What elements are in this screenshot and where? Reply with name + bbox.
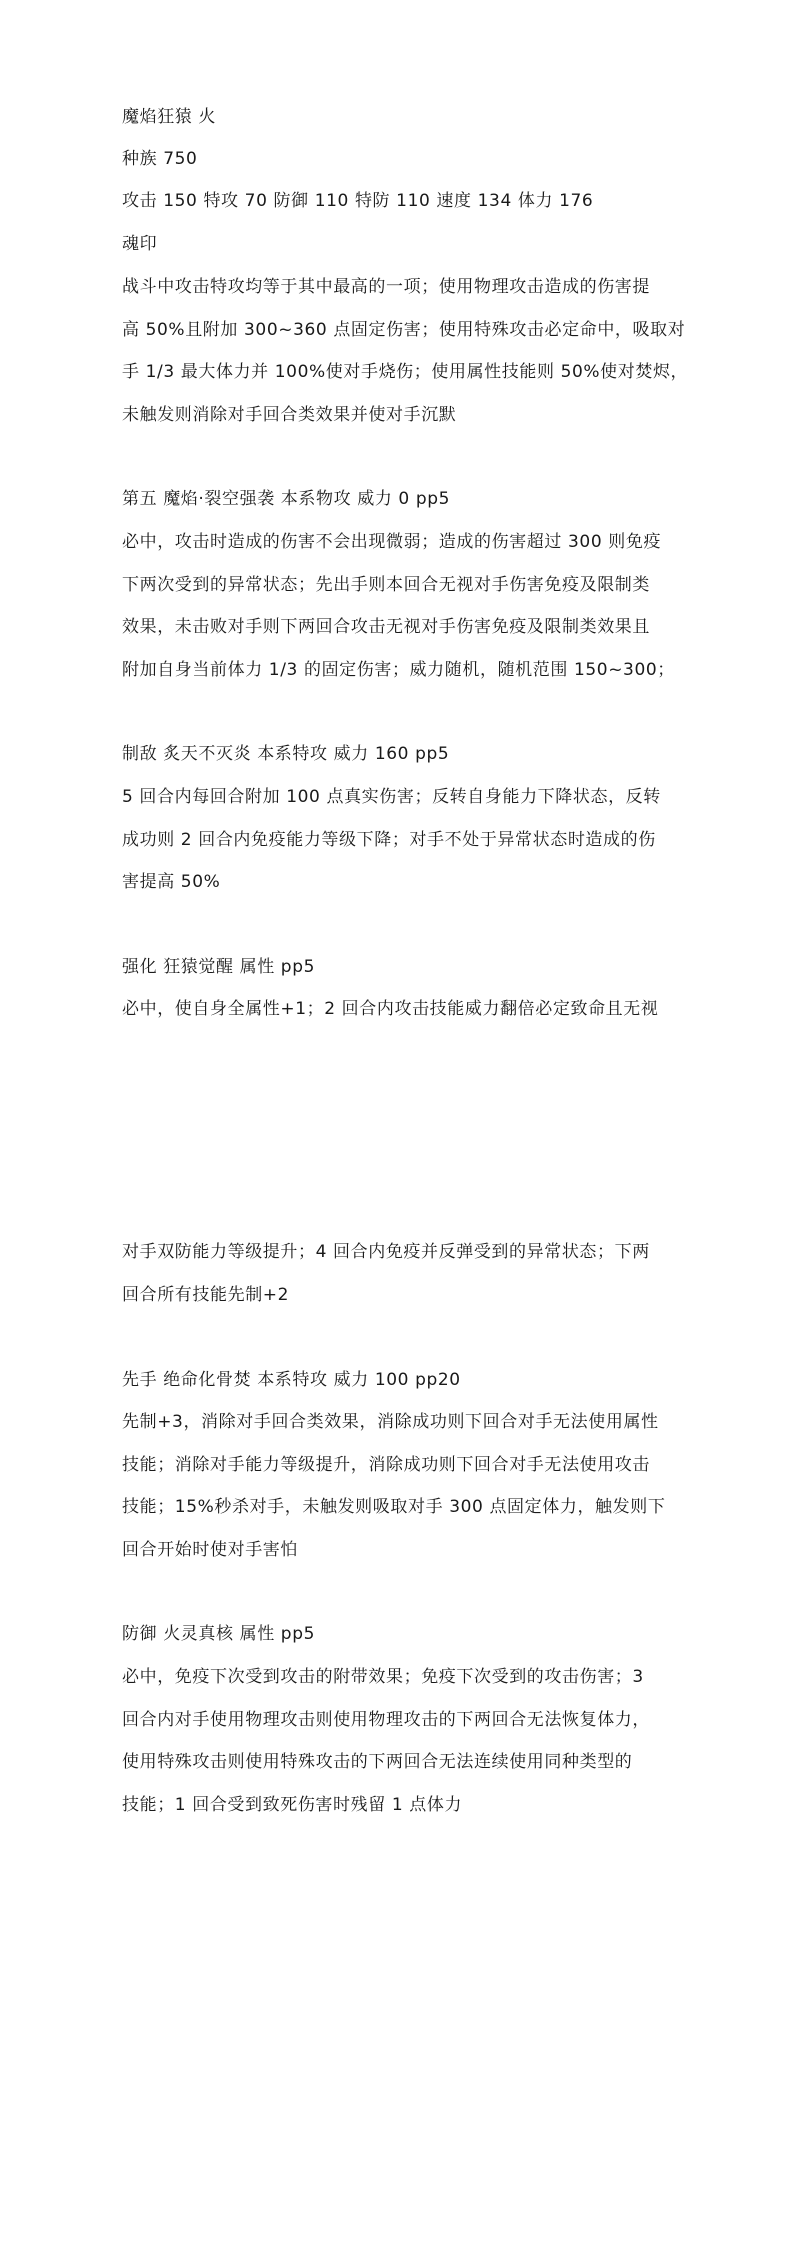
stats-line: 攻击 150 特攻 70 防御 110 特防 110 速度 134 体力 176	[122, 191, 594, 211]
soul-desc-line: 高 50%且附加 300~360 点固定伤害；使用特殊攻击必定命中，吸取对	[122, 320, 686, 340]
skill-desc-line: 回合内对手使用物理攻击则使用物理攻击的下两回合无法恢复体力，	[122, 1710, 650, 1730]
soul-desc-line: 战斗中攻击特攻均等于其中最高的一项；使用物理攻击造成的伤害提	[122, 277, 650, 297]
skill-desc-line: 技能；15%秒杀对手，未触发则吸取对手 300 点固定体力，触发则下	[122, 1497, 666, 1517]
skill-desc-line: 对手双防能力等级提升；4 回合内免疫并反弹受到的异常状态；下两	[122, 1242, 650, 1262]
skill-title: 第五 魔焰·裂空强袭 本系物攻 威力 0 pp5	[122, 489, 451, 509]
skill-title: 强化 狂猿觉醒 属性 pp5	[122, 957, 316, 977]
skill-desc-line: 回合所有技能先制+2	[122, 1285, 290, 1305]
skill-desc-line: 附加自身当前体力 1/3 的固定伤害；威力随机，随机范围 150~300；	[122, 660, 675, 680]
skill-title: 先手 绝命化骨焚 本系特攻 威力 100 pp20	[122, 1370, 461, 1390]
skill-desc-line: 技能；1 回合受到致死伤害时残留 1 点体力	[122, 1795, 463, 1815]
skill-desc-line: 回合开始时使对手害怕	[122, 1540, 298, 1560]
skill-desc-line: 害提高 50%	[122, 872, 221, 892]
skill-desc-line: 先制+3，消除对手回合类效果，消除成功则下回合对手无法使用属性	[122, 1412, 659, 1432]
skill-desc-line: 效果，未击败对手则下两回合攻击无视对手伤害免疫及限制类效果且	[122, 617, 650, 637]
pet-name-line: 魔焰狂猿 火	[122, 107, 217, 127]
skill-title: 制敌 炙天不灭炎 本系特攻 威力 160 pp5	[122, 744, 450, 764]
skill-desc-line: 必中，攻击时造成的伤害不会出现微弱；造成的伤害超过 300 则免疫	[122, 532, 662, 552]
skill-title: 防御 火灵真核 属性 pp5	[122, 1624, 316, 1644]
skill-desc-line: 使用特殊攻击则使用特殊攻击的下两回合无法连续使用同种类型的	[122, 1752, 633, 1772]
skill-desc-line: 技能；消除对手能力等级提升，消除成功则下回合对手无法使用攻击	[122, 1455, 650, 1475]
soul-seal-title: 魂印	[122, 234, 158, 254]
race-total-line: 种族 750	[122, 149, 198, 169]
skill-desc-line: 必中，免疫下次受到攻击的附带效果；免疫下次受到的攻击伤害；3	[122, 1667, 644, 1687]
soul-desc-line: 未触发则消除对手回合类效果并使对手沉默	[122, 405, 457, 425]
soul-desc-line: 手 1/3 最大体力并 100%使对手烧伤；使用属性技能则 50%使对焚烬，	[122, 362, 689, 382]
skill-desc-line: 成功则 2 回合内免疫能力等级下降；对手不处于异常状态时造成的伤	[122, 830, 656, 850]
skill-desc-line: 必中，使自身全属性+1；2 回合内攻击技能威力翻倍必定致命且无视	[122, 999, 659, 1019]
skill-desc-line: 5 回合内每回合附加 100 点真实伤害；反转自身能力下降状态，反转	[122, 787, 661, 807]
skill-desc-line: 下两次受到的异常状态；先出手则本回合无视对手伤害免疫及限制类	[122, 575, 650, 595]
